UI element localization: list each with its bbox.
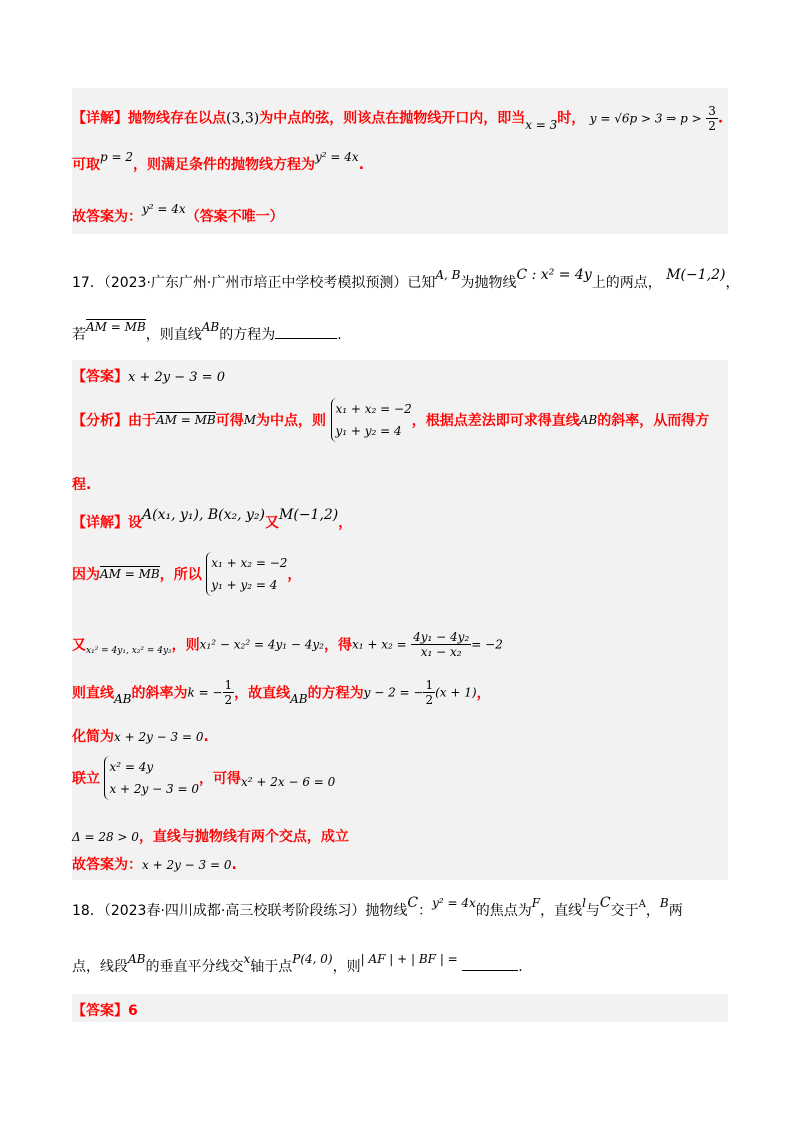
p17-detail-line: 【详解】设A(x₁, y₁), B(x₂, y₂)又M(−1,2)， xyxy=(72,507,353,531)
p17-slope-line: 则直线AB的斜率为k = − $\frac{1}{2}$ ，故直线AB的方程为y − 2 = − $\frac{1}{2}$ (x + 1)， xyxy=(72,678,491,707)
p18-answer-line: 【答案】6 xyxy=(72,1003,138,1019)
p16-take-line: 可取p = 2，则满足条件的抛物线方程为y² = 4x. xyxy=(72,150,365,173)
p18-question-line1: 18．（2023春·四川成都·高三校联考阶段练习）抛物线C：y² = 4x的焦点为F，直线l与C交于$^A$，B两 xyxy=(72,895,683,919)
p17-simul-line: 联立 x² = 4y x + 2y − 3 = 0 ，可得x² + 2x − 6 = 0 xyxy=(72,756,335,800)
p17-delta-line: Δ = 28 > 0，直线与抛物线有两个交点，成立 xyxy=(72,829,349,845)
p16-detail-line: 【详解】抛物线存在以点(3,3)为中点的弦，则该点在抛物线开口内，即当x = 3时， y = √6p > 3 ⇒ p > $\frac{3}{2}$ . xyxy=(72,104,724,133)
answer-blank-18 xyxy=(462,970,518,971)
system-sum-2: x₁ + x₂ = −2 y₁ + y₂ = 4 xyxy=(206,552,287,596)
frac-3-2: $\frac{3}{2}$ xyxy=(708,104,716,133)
p17-final-line: 故答案为：x + 2y − 3 = 0. xyxy=(72,857,237,873)
frac-line: $\frac{1}{2}$ xyxy=(425,678,434,707)
p17-question-line2: 若AM = MB，则直线AB的方程为 . xyxy=(72,320,342,343)
system-sum: x₁ + x₂ = −2 y₁ + y₂ = 4 xyxy=(331,398,412,442)
p17-analysis-line: 【分析】由于AM = MB可得M为中点，则 x₁ + x₂ = −2 y₁ + y₂ = 4 ，根据点差法即可求得直线AB的斜率，从而得方 xyxy=(72,398,709,442)
frac-slope-sum: $\frac{\text{4y₁ − 4y₂}}{\text{x₁ − x₂}}$ xyxy=(413,630,470,659)
answer-blank xyxy=(275,338,337,339)
p17-question-line1: 17．（2023·广东广州·广州市培正中学校考模拟预测）已知A, B为抛物线C : x² = 4y上的两点， M(−1,2)， xyxy=(72,267,740,291)
p17-analysis-cont: 程. xyxy=(72,477,92,493)
p17-answer-line: 【答案】x + 2y − 3 = 0 xyxy=(72,369,225,385)
p17-simplify-line: 化简为x + 2y − 3 = 0. xyxy=(72,729,209,745)
p16-answer-line: 故答案为：y² = 4x（答案不唯一） xyxy=(72,202,284,225)
frac-k: $\frac{1}{2}$ xyxy=(224,678,233,707)
system-simul: x² = 4y x + 2y − 3 = 0 xyxy=(104,756,199,800)
p17-because-line: 因为AM = MB，所以 x₁ + x₂ = −2 y₁ + y₂ = 4 ， xyxy=(72,552,301,596)
p17-also-line: 又$_{x_1^2 = 4y_1, x_2^2 = 4y_2}$，则x₁² − x₂² = 4y₁ − 4y₂，得x₁ + x₂ = $\frac{\text{4y₁ − 4y₂}}{\text{x₁ − x₂}}$ = −2 xyxy=(72,630,503,659)
p18-question-line2: 点，线段AB的垂直平分线交x轴于点P(4, 0)，则| AF | + | BF | = . xyxy=(72,952,523,975)
shade-18 xyxy=(72,994,728,1022)
